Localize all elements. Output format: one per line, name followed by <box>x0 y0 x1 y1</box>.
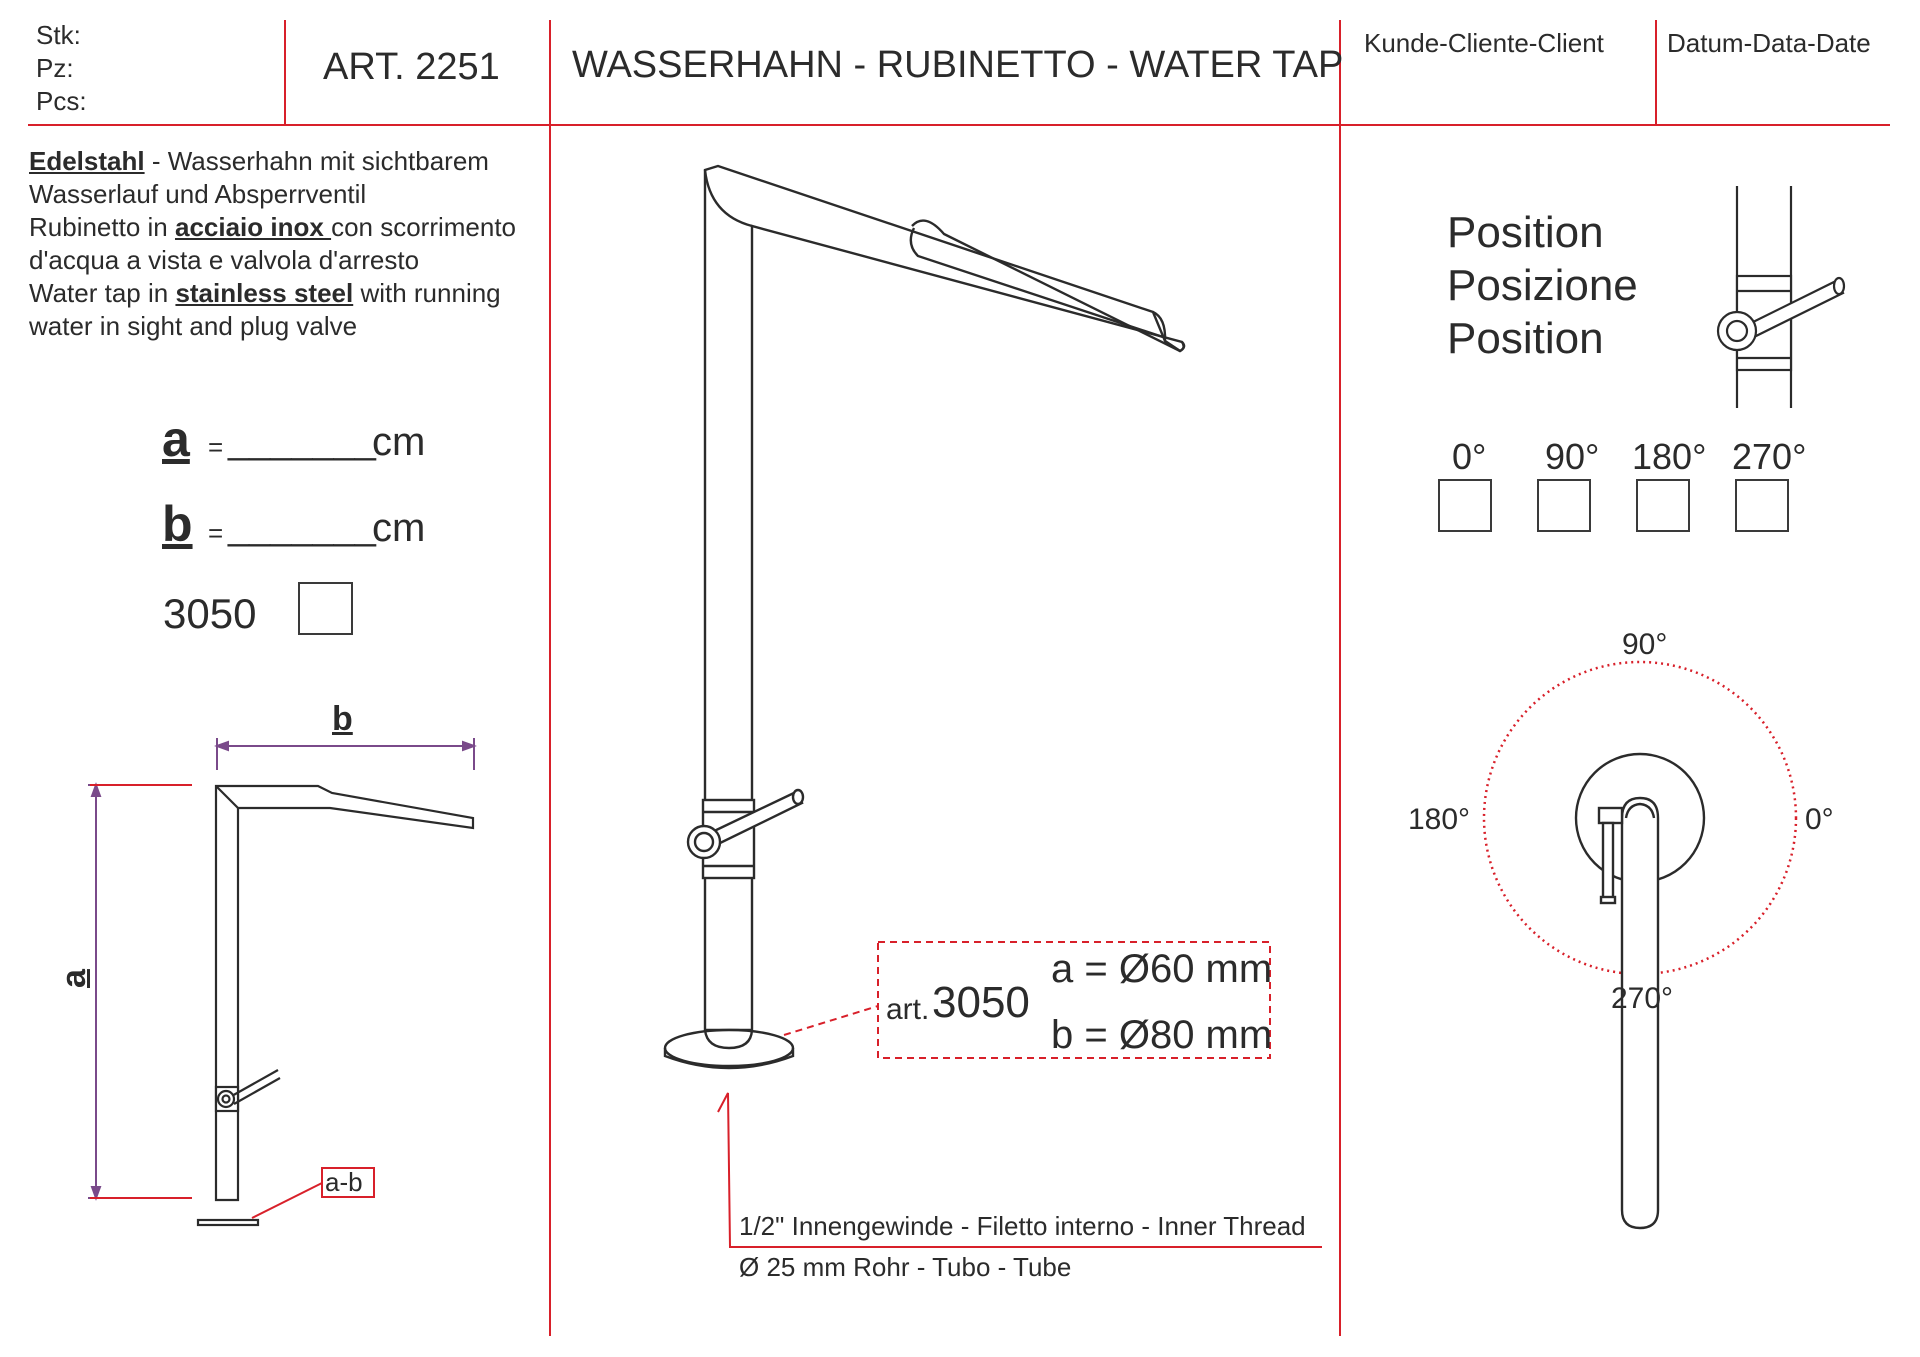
callout-leader-ab <box>252 1183 322 1218</box>
date-label: Datum-Data-Date <box>1667 28 1871 58</box>
angle-label-180: 180° <box>1632 436 1707 477</box>
angle-checkbox-0[interactable] <box>1438 479 1492 532</box>
dial-label-top: 90° <box>1622 628 1668 661</box>
desc-line1: - Wasserhahn mit sichtbarem <box>144 146 489 176</box>
angle-label-0: 0° <box>1452 436 1487 477</box>
callout-leader-3050 <box>784 1006 878 1035</box>
small-extension-lines <box>90 785 192 1198</box>
client-label: Kunde-Cliente-Client <box>1364 28 1604 58</box>
dim-b-label: b <box>162 496 193 552</box>
desc-line2: Wasserlauf und Absperrventil <box>29 179 367 209</box>
art-prefix: art. <box>886 993 930 1026</box>
position-title-it: Posizione <box>1447 261 1638 310</box>
angle-checkbox-270[interactable] <box>1735 479 1789 532</box>
angle-checkbox-90[interactable] <box>1537 479 1591 532</box>
position-detail-drawing <box>1718 186 1844 408</box>
dial-label-right: 0° <box>1805 803 1834 836</box>
small-tap-outline <box>198 786 473 1225</box>
spec-b: b = Ø80 mm <box>1051 1013 1273 1057</box>
thread-note: 1/2" Innengewinde - Filetto interno - Inner Thread <box>739 1211 1306 1241</box>
qty-label-pz: Pz: <box>36 53 74 83</box>
qty-label-stk: Stk: <box>36 20 81 50</box>
art-number: 3050 <box>932 978 1030 1027</box>
tube-note: Ø 25 mm Rohr - Tubo - Tube <box>739 1252 1072 1282</box>
position-title-de: Position <box>1447 208 1604 257</box>
callout-ab-label: a-b <box>325 1167 363 1197</box>
angle-label-90: 90° <box>1545 436 1600 477</box>
qty-label-pcs: Pcs: <box>36 86 87 116</box>
desc-material-de: Edelstahl <box>29 146 145 176</box>
dim-a-unit: cm <box>372 420 426 464</box>
desc-line6: water in sight and plug valve <box>29 311 358 341</box>
dim-b-field[interactable]: _______ <box>228 506 376 548</box>
main-tap-outline <box>665 166 1184 1068</box>
angle-checkbox-180[interactable] <box>1636 479 1690 532</box>
dim-a-field[interactable]: _______ <box>228 420 376 462</box>
position-title-en: Position <box>1447 314 1604 363</box>
dial-label-left: 180° <box>1408 803 1471 836</box>
desc-line5-rest: with running <box>353 278 501 308</box>
article-number: ART. 2251 <box>323 46 500 88</box>
dial-label-bottom: 270° <box>1611 982 1674 1015</box>
desc-line3-pre: Rubinetto in <box>29 212 175 242</box>
dim-b-unit: cm <box>372 506 426 550</box>
angle-label-270: 270° <box>1732 436 1807 477</box>
desc-material-en: stainless steel <box>175 278 354 308</box>
dim-b-equals: = <box>208 518 224 548</box>
desc-line5-pre: Water tap in <box>29 278 176 308</box>
desc-line3-rest: con scorrimento <box>331 212 517 242</box>
page-title: WASSERHAHN - RUBINETTO - WATER TAP <box>572 44 1344 86</box>
small-dim-a-label: a <box>55 969 93 988</box>
dim-a-label: a <box>162 411 190 467</box>
desc-line4: d'acqua a vista e valvola d'arresto <box>29 245 420 275</box>
small-dim-b-label: b <box>332 700 353 738</box>
dim-a-equals: = <box>208 432 224 462</box>
spec-a: a = Ø60 mm <box>1051 947 1273 991</box>
option-code: 3050 <box>163 590 257 637</box>
desc-material-it: acciaio inox <box>174 212 332 242</box>
